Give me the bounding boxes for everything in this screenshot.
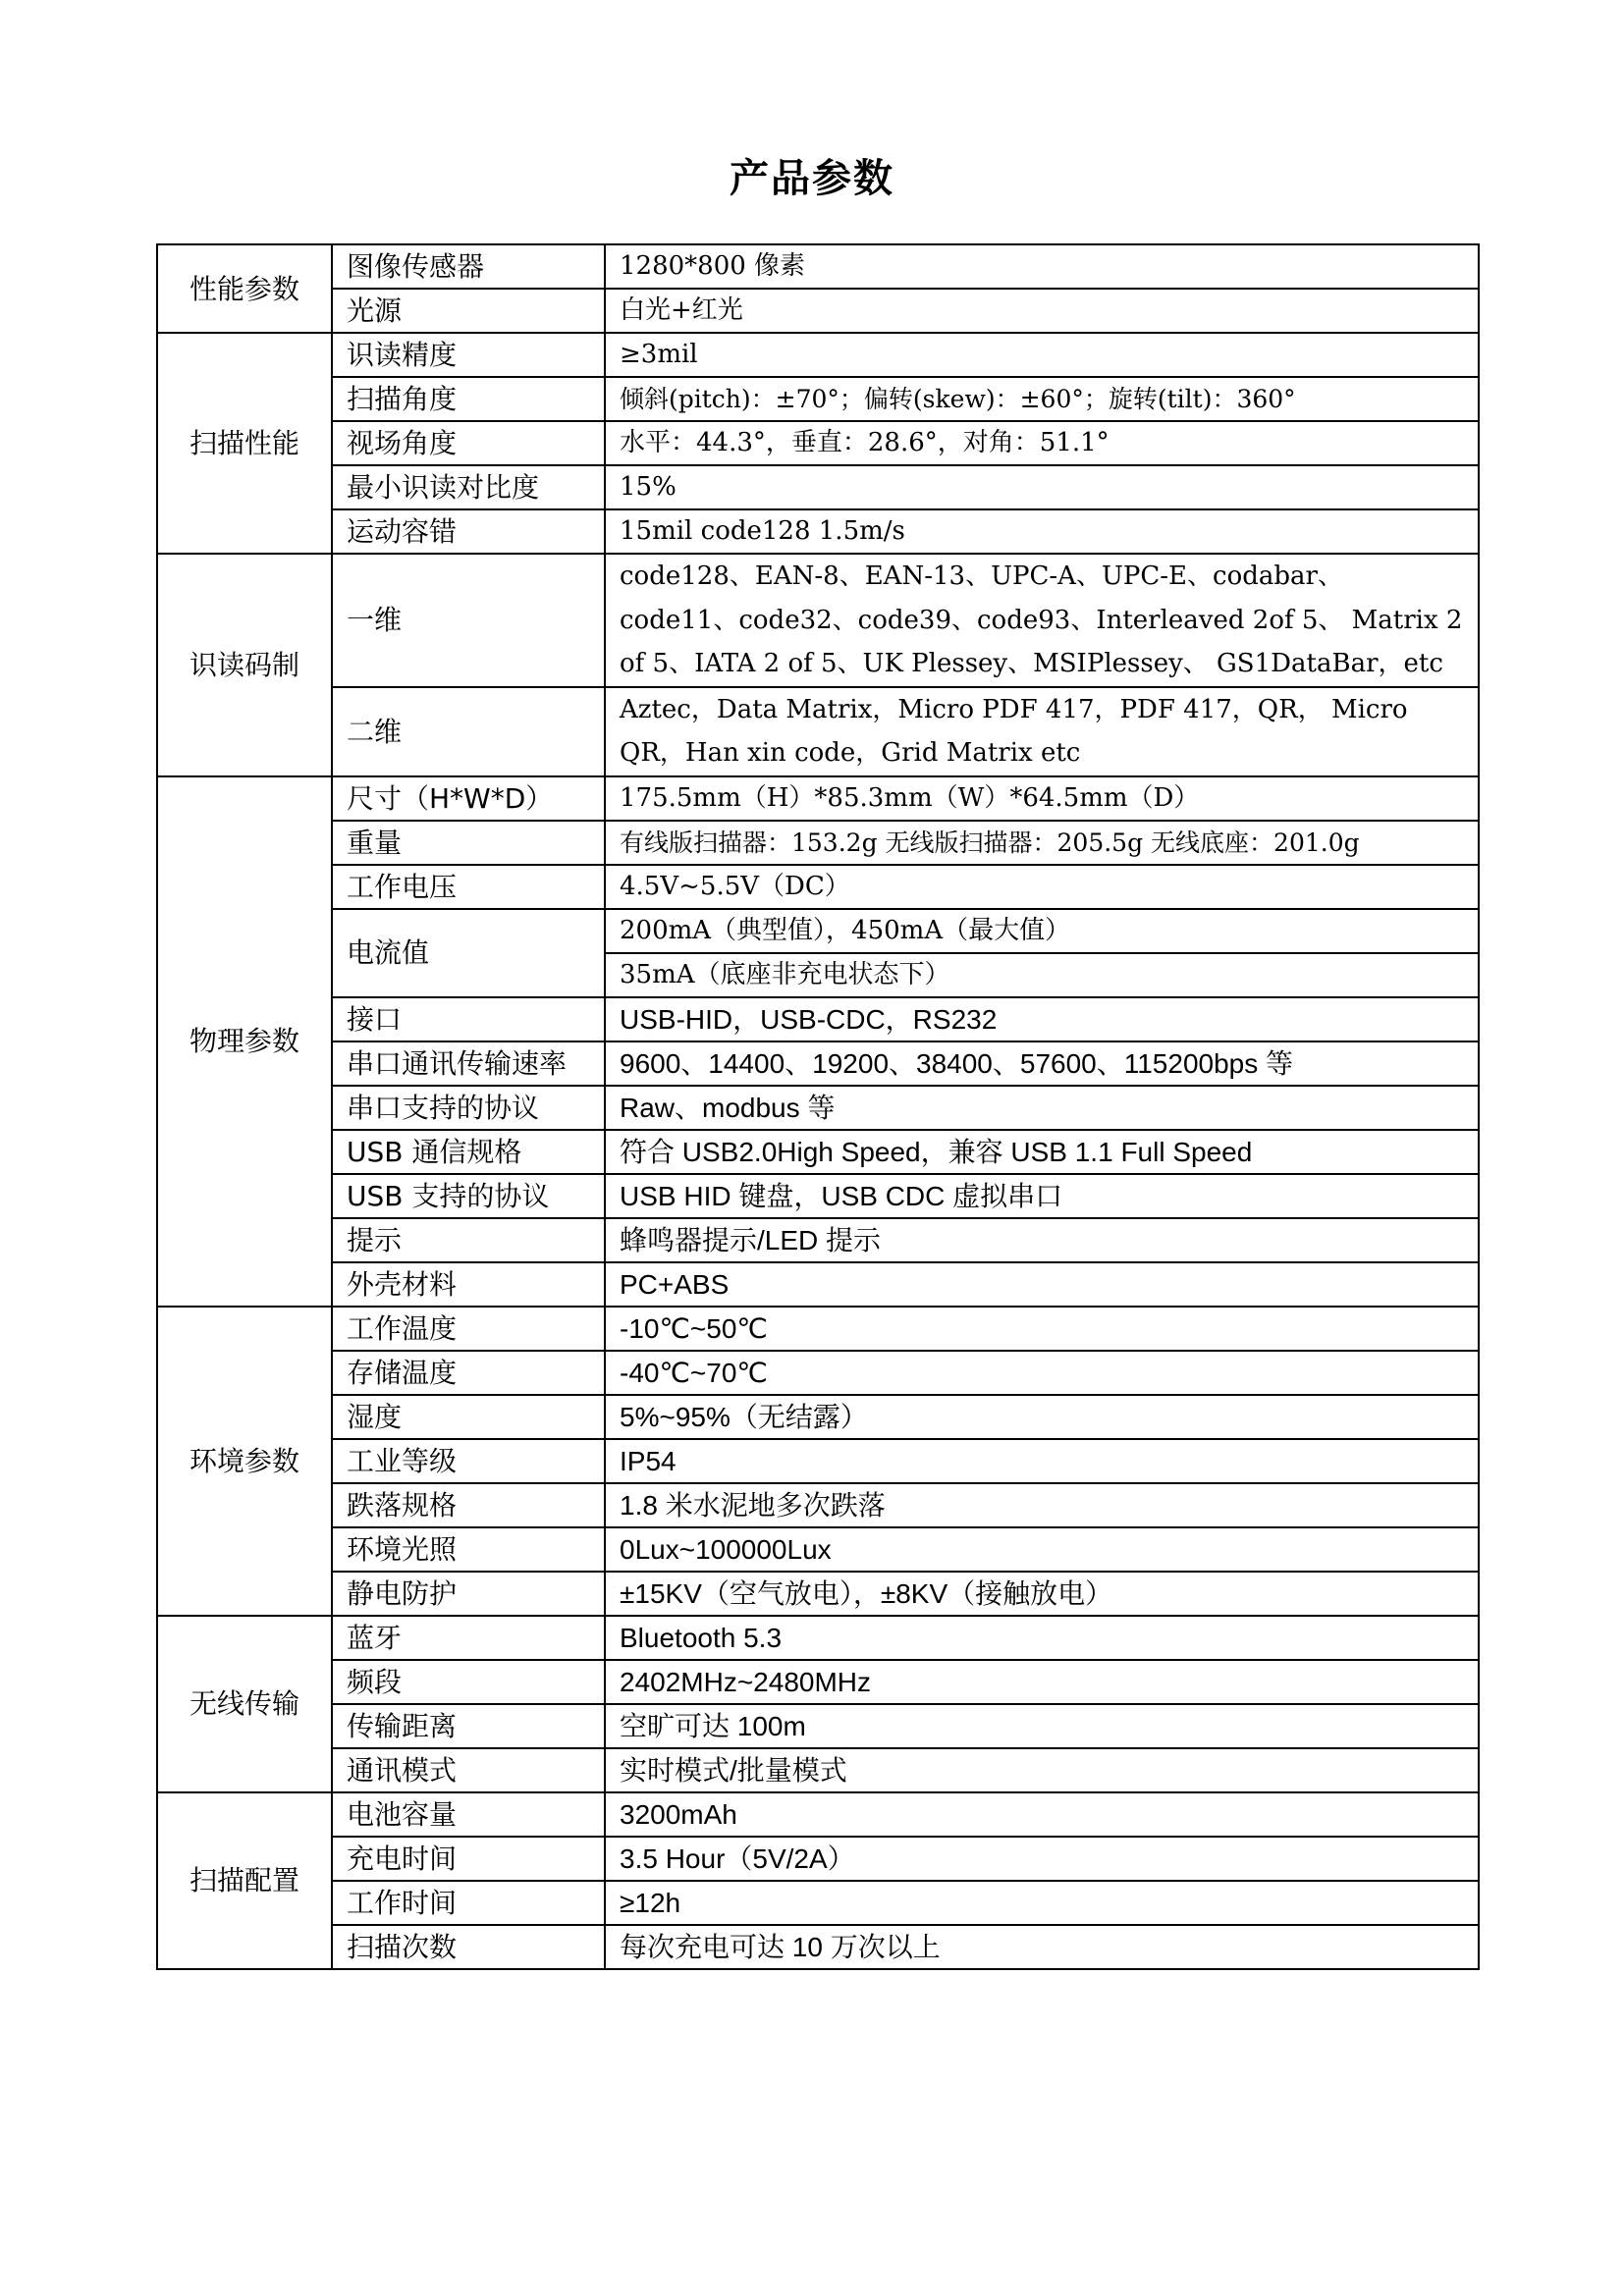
table-row (157, 1395, 1479, 1439)
param-value: 水平：44.3°，垂直：28.6°，对角：51.1° (605, 421, 1479, 465)
table-row (157, 1837, 1479, 1881)
param-name: 频段 (332, 1660, 605, 1704)
table-row (157, 1041, 1479, 1086)
param-value: 1.8 米水泥地多次跌落 (605, 1483, 1479, 1527)
param-name: 扫描角度 (332, 377, 605, 421)
param-name: 工作温度 (332, 1307, 605, 1351)
param-name: 通讯模式 (332, 1748, 605, 1792)
category-cell: 性能参数 (157, 244, 332, 333)
table-row (157, 1262, 1479, 1307)
table-row (157, 865, 1479, 909)
param-value: Aztec，Data Matrix，Micro PDF 417，PDF 417，QR， Micro QR，Han xin code，Grid Matrix etc (605, 687, 1479, 776)
param-value: 倾斜(pitch)：±70°；偏转(skew)：±60°；旋转(tilt)：360° (605, 377, 1479, 421)
param-value: 35mA（底座非充电状态下） (605, 953, 1479, 997)
table-row (157, 377, 1479, 421)
table-row (157, 1925, 1479, 1969)
param-name: 最小识读对比度 (332, 465, 605, 509)
table-row (157, 776, 1479, 821)
param-value: 2402MHz~2480MHz (605, 1660, 1479, 1704)
table-row (157, 465, 1479, 509)
param-name: 光源 (332, 289, 605, 333)
param-name: 扫描次数 (332, 1925, 605, 1969)
param-name: USB 通信规格 (332, 1130, 605, 1174)
param-value: 每次充电可达 10 万次以上 (605, 1925, 1479, 1969)
param-value: 有线版扫描器：153.2g 无线版扫描器：205.5g 无线底座：201.0g (605, 821, 1479, 865)
param-value: Raw、modbus 等 (605, 1086, 1479, 1130)
param-value: 符合 USB2.0High Speed，兼容 USB 1.1 Full Speed (605, 1130, 1479, 1174)
table-row (157, 244, 1479, 289)
param-name: 工作时间 (332, 1881, 605, 1925)
param-name: 尺寸（H*W*D） (332, 776, 605, 821)
param-value: 5%~95%（无结露） (605, 1395, 1479, 1439)
table-row (157, 909, 1479, 953)
param-value: USB-HID，USB-CDC，RS232 (605, 997, 1479, 1041)
param-name: 工作电压 (332, 865, 605, 909)
param-value: 蜂鸣器提示/LED 提示 (605, 1218, 1479, 1262)
param-name: 充电时间 (332, 1837, 605, 1881)
table-row (157, 421, 1479, 465)
param-name: 环境光照 (332, 1527, 605, 1572)
param-value: 空旷可达 100m (605, 1704, 1479, 1748)
table-row (157, 821, 1479, 865)
param-name: 跌落规格 (332, 1483, 605, 1527)
table-row (157, 1130, 1479, 1174)
param-name: 传输距离 (332, 1704, 605, 1748)
table-row (157, 687, 1479, 776)
param-name: 重量 (332, 821, 605, 865)
param-value: ±15KV（空气放电），±8KV（接触放电） (605, 1572, 1479, 1616)
param-value: 3200mAh (605, 1792, 1479, 1837)
table-row (157, 1881, 1479, 1925)
table-row (157, 1616, 1479, 1660)
param-name: 电流值 (332, 909, 605, 997)
param-value: IP54 (605, 1439, 1479, 1483)
category-cell: 物理参数 (157, 776, 332, 1307)
table-row (157, 1483, 1479, 1527)
table-row (157, 1351, 1479, 1395)
param-value: ≥12h (605, 1881, 1479, 1925)
param-name: 图像传感器 (332, 244, 605, 289)
param-name: 串口支持的协议 (332, 1086, 605, 1130)
category-cell: 无线传输 (157, 1616, 332, 1792)
param-value: 3.5 Hour（5V/2A） (605, 1837, 1479, 1881)
table-row (157, 554, 1479, 687)
param-name: 存储温度 (332, 1351, 605, 1395)
param-value: Bluetooth 5.3 (605, 1616, 1479, 1660)
param-value: 15% (605, 465, 1479, 509)
param-value: 4.5V~5.5V（DC） (605, 865, 1479, 909)
param-value: -10℃~50℃ (605, 1307, 1479, 1351)
param-name: 外壳材料 (332, 1262, 605, 1307)
spec-table (156, 243, 1480, 1970)
param-name: 提示 (332, 1218, 605, 1262)
param-name: 蓝牙 (332, 1616, 605, 1660)
param-name: USB 支持的协议 (332, 1174, 605, 1218)
param-value: 白光+红光 (605, 289, 1479, 333)
table-row (157, 289, 1479, 333)
table-row (157, 1218, 1479, 1262)
table-row (157, 1704, 1479, 1748)
param-name: 接口 (332, 997, 605, 1041)
table-row (157, 1307, 1479, 1351)
param-name: 电池容量 (332, 1792, 605, 1837)
table-row (157, 1660, 1479, 1704)
param-value: 175.5mm（H）*85.3mm（W）*64.5mm（D） (605, 776, 1479, 821)
category-cell: 识读码制 (157, 554, 332, 776)
param-name: 视场角度 (332, 421, 605, 465)
table-row (157, 1086, 1479, 1130)
table-row (157, 1439, 1479, 1483)
param-value: PC+ABS (605, 1262, 1479, 1307)
param-value: 9600、14400、19200、38400、57600、115200bps 等 (605, 1041, 1479, 1086)
table-row (157, 1527, 1479, 1572)
param-name: 运动容错 (332, 509, 605, 554)
table-row (157, 333, 1479, 377)
param-value: ≥3mil (605, 333, 1479, 377)
table-row (157, 1572, 1479, 1616)
param-name: 工业等级 (332, 1439, 605, 1483)
param-name: 一维 (332, 554, 605, 687)
param-value: USB HID 键盘，USB CDC 虚拟串口 (605, 1174, 1479, 1218)
param-value: -40℃~70℃ (605, 1351, 1479, 1395)
page-title: 产品参数 (730, 156, 894, 201)
table-row (157, 509, 1479, 554)
param-name: 二维 (332, 687, 605, 776)
param-name: 静电防护 (332, 1572, 605, 1616)
param-value: 实时模式/批量模式 (605, 1748, 1479, 1792)
param-name: 串口通讯传输速率 (332, 1041, 605, 1086)
param-value: 0Lux~100000Lux (605, 1527, 1479, 1572)
param-name: 识读精度 (332, 333, 605, 377)
category-cell: 环境参数 (157, 1307, 332, 1616)
table-row (157, 997, 1479, 1041)
param-value: 200mA（典型值），450mA（最大值） (605, 909, 1479, 953)
param-name: 湿度 (332, 1395, 605, 1439)
table-row (157, 1748, 1479, 1792)
param-value: 1280*800 像素 (605, 244, 1479, 289)
table-row (157, 1174, 1479, 1218)
table-row (157, 1792, 1479, 1837)
category-cell: 扫描性能 (157, 333, 332, 554)
category-cell: 扫描配置 (157, 1792, 332, 1969)
param-value: code128、EAN-8、EAN-13、UPC-A、UPC-E、codabar、 code11、code32、code39、code93、Interleaved 2of 5、 Matrix 2 of 5、IATA 2 of 5、UK Plessey、MSIPlessey、 GS1DataBar，etc (605, 554, 1479, 687)
param-value: 15mil code128 1.5m/s (605, 509, 1479, 554)
